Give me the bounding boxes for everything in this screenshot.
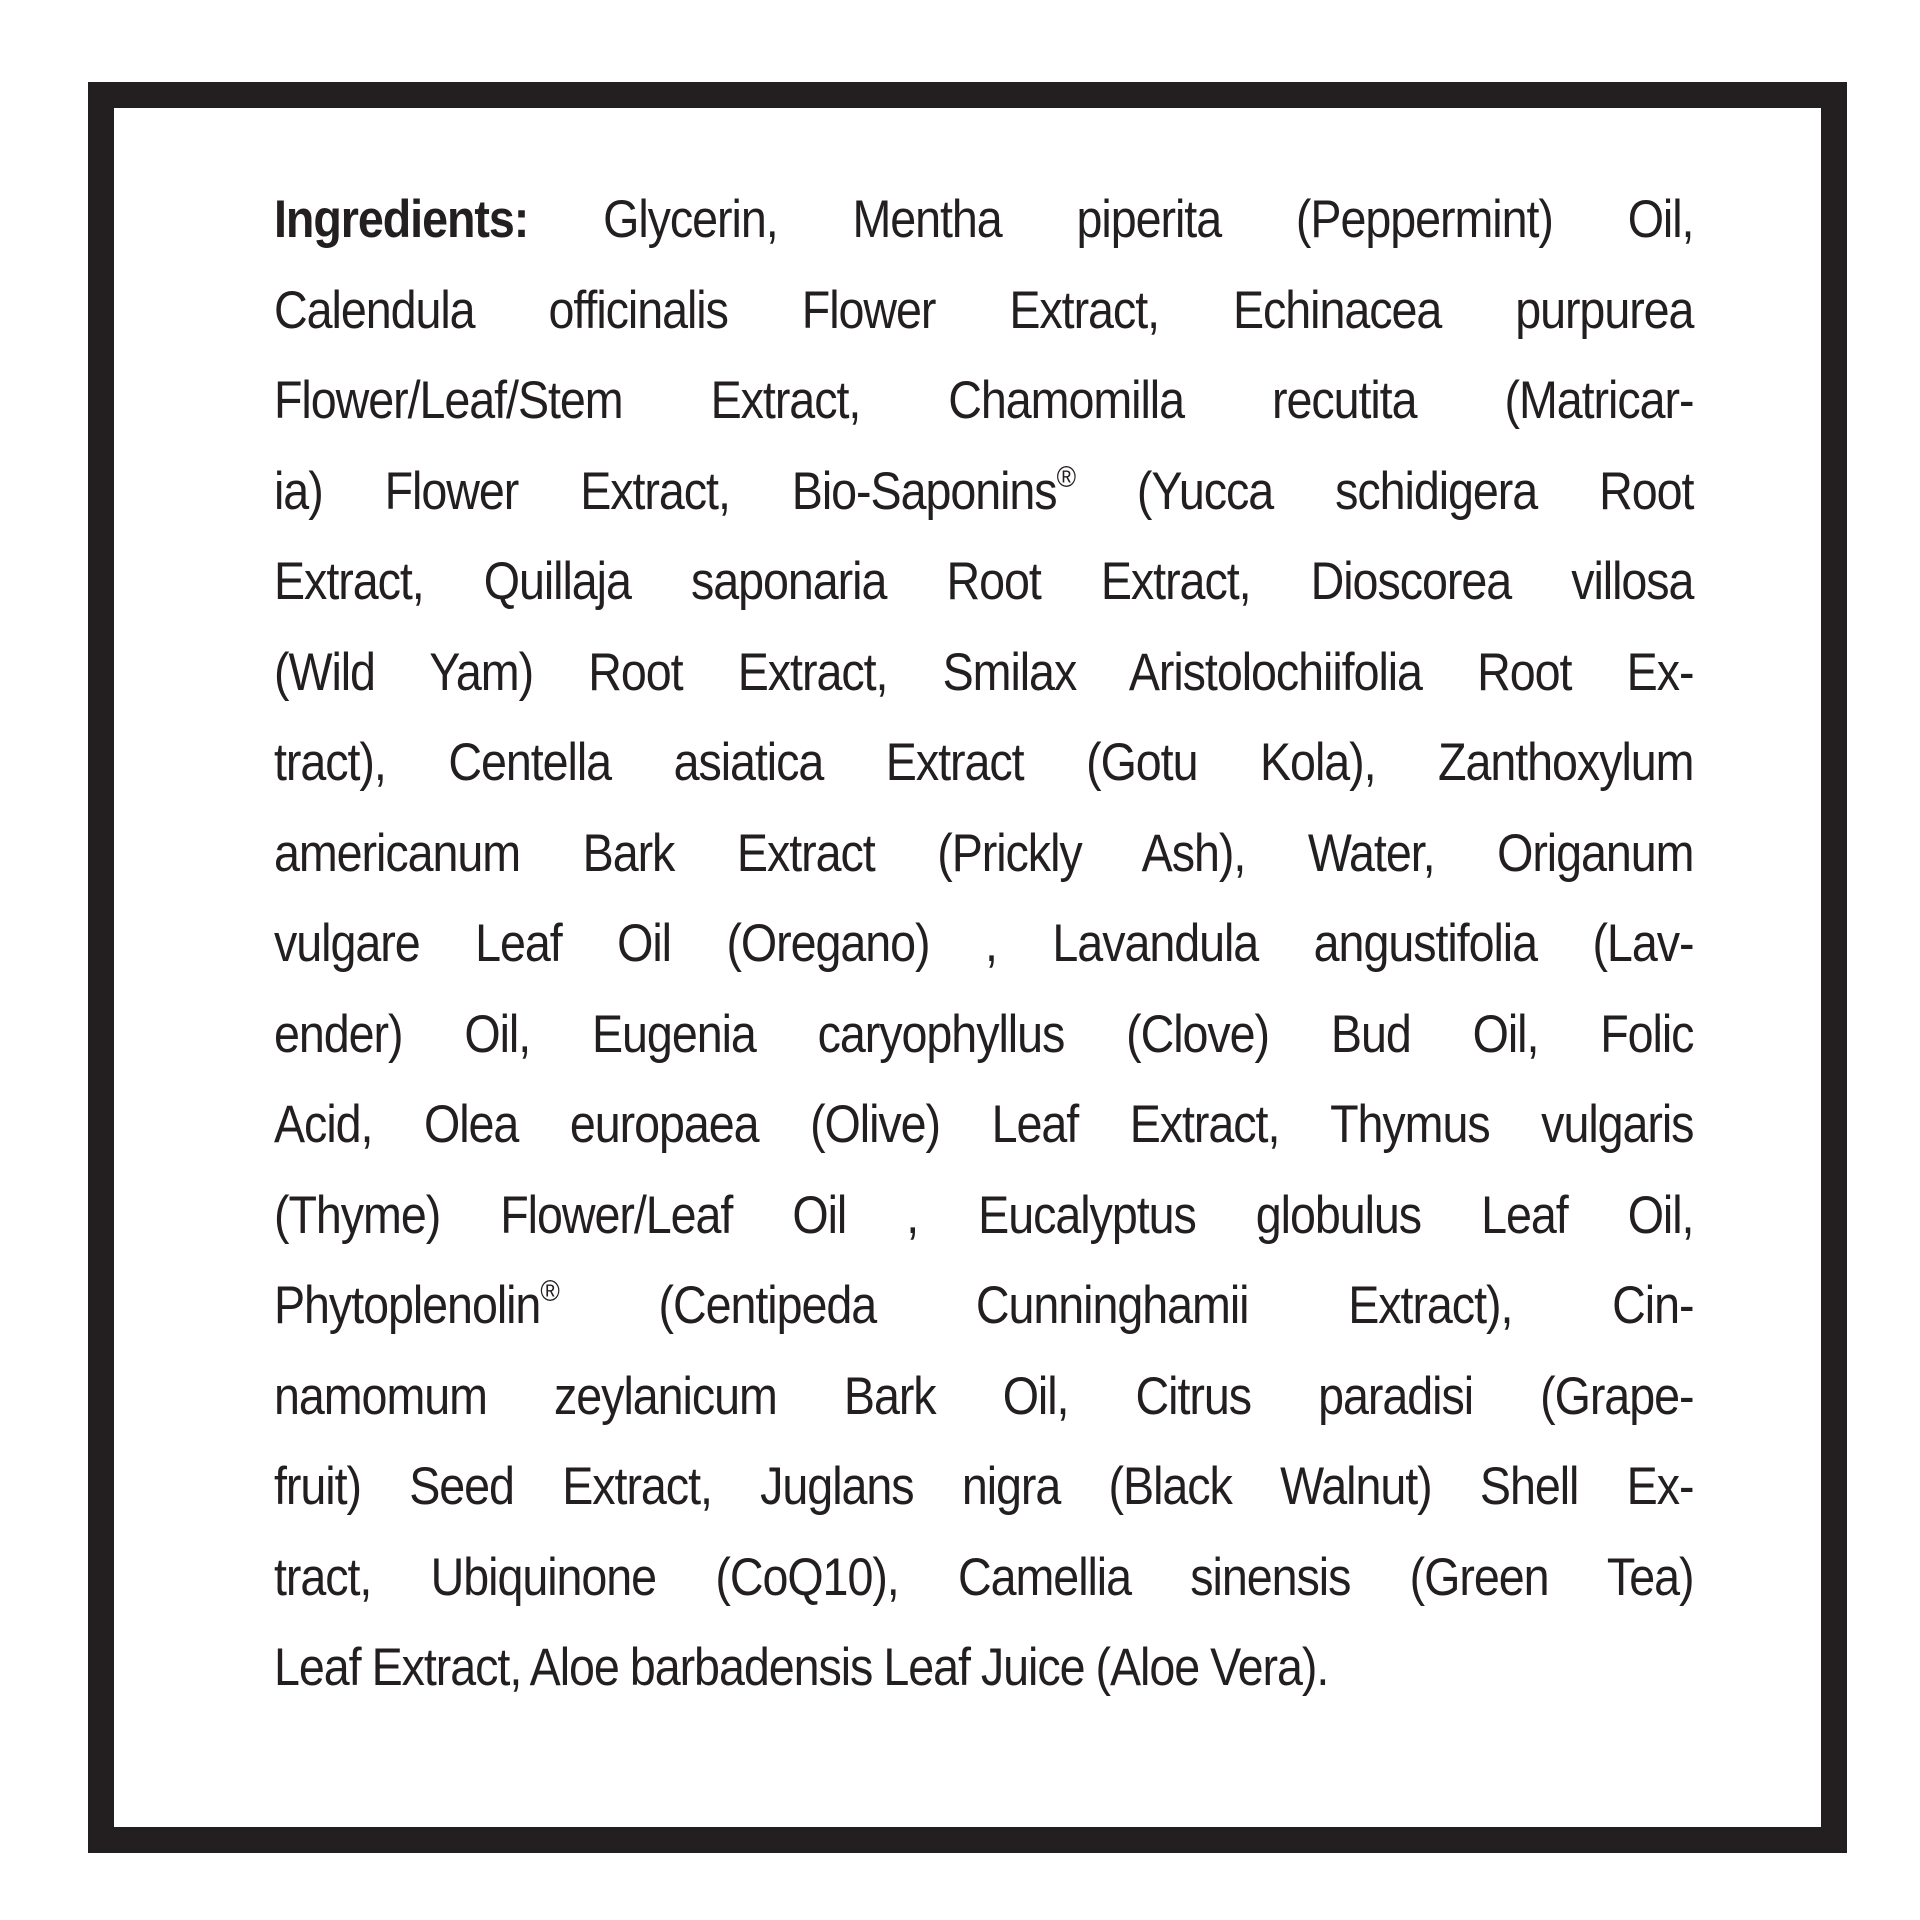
ingredients-line [274, 175, 1693, 266]
ingredients-line: americanum Bark Extract (Prickly Ash), Water, Origanum [274, 823, 1694, 883]
ingredients-line: Phytoplenolin® (Centipeda Cunninghamii Extract), Cin- [274, 1275, 1694, 1335]
ingredients-line: Flower/Leaf/Stem Extract, Chamomilla recutita (Matricar- [274, 371, 1694, 430]
ingredients-line: Leaf Extract, Aloe barbadensis Leaf Juice (Aloe Vera). [274, 1638, 1329, 1697]
ingredients-line: (Thyme) Flower/Leaf Oil , Eucalyptus globulus Leaf Oil, [274, 1185, 1694, 1245]
ingredients-line-text: Glycerin, Mentha piperita (Peppermint) Oil, [528, 190, 1694, 249]
ingredients-line: tract, Ubiquinone (CoQ10), Camellia sinensis (Green Tea) [274, 1547, 1694, 1607]
registered-mark: ® [1056, 460, 1075, 494]
ingredients-line: tract), Centella asiatica Extract (Gotu Kola), Zanthoxylum [274, 733, 1694, 792]
ingredients-line: Acid, Olea europaea (Olive) Leaf Extract, Thymus vulgaris [274, 1095, 1694, 1154]
registered-mark: ® [540, 1275, 559, 1308]
ingredients-list [274, 175, 1693, 1714]
ingredients-line: ender) Oil, Eugenia caryophyllus (Clove) Bud Oil, Folic [274, 1004, 1694, 1064]
ingredients-line: Calendula officinalis Flower Extract, Echinacea purpurea [274, 280, 1694, 340]
ingredients-line: Extract, Quillaja saponaria Root Extract, Dioscorea villosa [274, 552, 1694, 611]
ingredients-line: namomum zeylanicum Bark Oil, Citrus paradisi (Grape- [274, 1366, 1694, 1426]
ingredients-line: (Wild Yam) Root Extract, Smilax Aristolochiifolia Root Ex- [274, 642, 1694, 702]
ingredients-line: vulgare Leaf Oil (Oregano) , Lavandula angustifolia (Lav- [274, 914, 1694, 973]
ingredients-line: fruit) Seed Extract, Juglans nigra (Black Walnut) Shell Ex- [274, 1457, 1694, 1516]
ingredients-line: ia) Flower Extract, Bio-Saponins® (Yucca schidigera Root [274, 460, 1694, 521]
ingredients-heading: Ingredients: [274, 190, 529, 249]
